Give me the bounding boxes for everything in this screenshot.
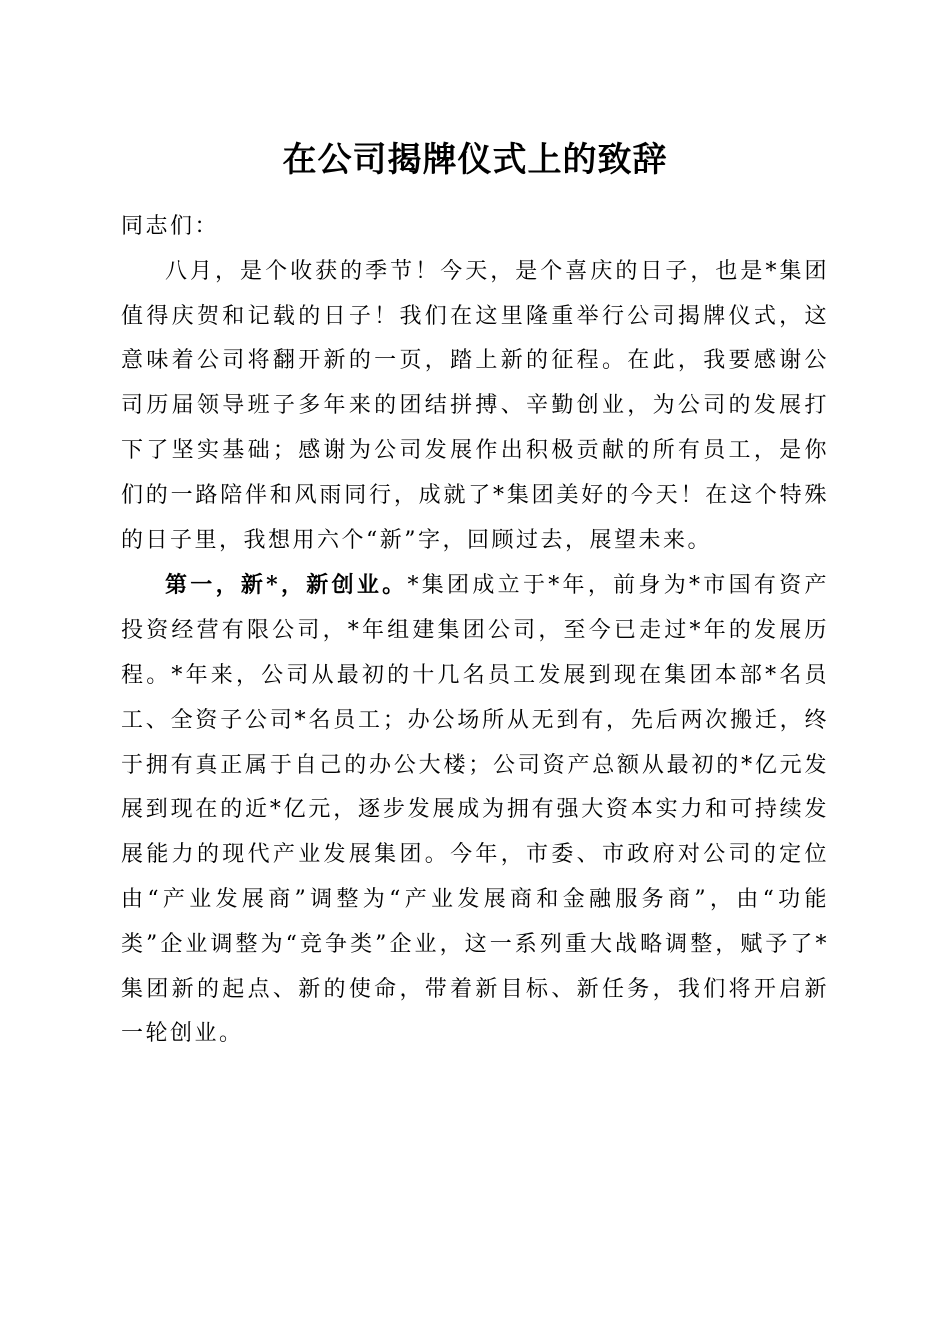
paragraph-first-point-lead: 第一，新*，新创业。 [165, 572, 408, 599]
paragraph-first-point [121, 563, 829, 1057]
salutation: 同志们： [121, 214, 220, 239]
document-body [121, 205, 829, 1057]
paragraph-first-point-body: *集团成立于*年，前身为*市国有资产投资经营有限公司，*年组建集团公司，至今已走过*年的发展历程。*年来，公司从最初的十几名员工发展到现在集团本部*名员工、全资子公司*名员工；办公场所从无到有，先后两次搬迁，终于拥有真正属于自己的办公大楼；公司资产总额从最初的*亿元发展到现在的近*亿元，逐步发展成为拥有强大资本实力和可持续发展能力的现代产业发展集团。今年，市委、市政府对公司的定位由“产业发展商”调整为“产业发展商和金融服务商”，由“功能类”企业调整为“竞争类”企业，这一系列重大战略调整，赋予了*集团新的起点、新的使命，带着新目标、新任务，我们将开启新一轮创业。 [121, 573, 829, 1047]
document-title: 在公司揭牌仪式上的致辞 [282, 140, 668, 180]
paragraph-opening: 八月，是个收获的季节！今天，是个喜庆的日子，也是*集团值得庆贺和记载的日子！我们在这里隆重举行公司揭牌仪式，这意味着公司将翻开新的一页，踏上新的征程。在此，我要感谢公司历届领导班子多年来的团结拼搏、辛勤创业，为公司的发展打下了坚实基础；感谢为公司发展作出积极贡献的所有员工，是你们的一路陪伴和风雨同行，成就了*集团美好的今天！在这个特殊的日子里，我想用六个“新”字，回顾过去，展望未来。 [121, 258, 829, 553]
